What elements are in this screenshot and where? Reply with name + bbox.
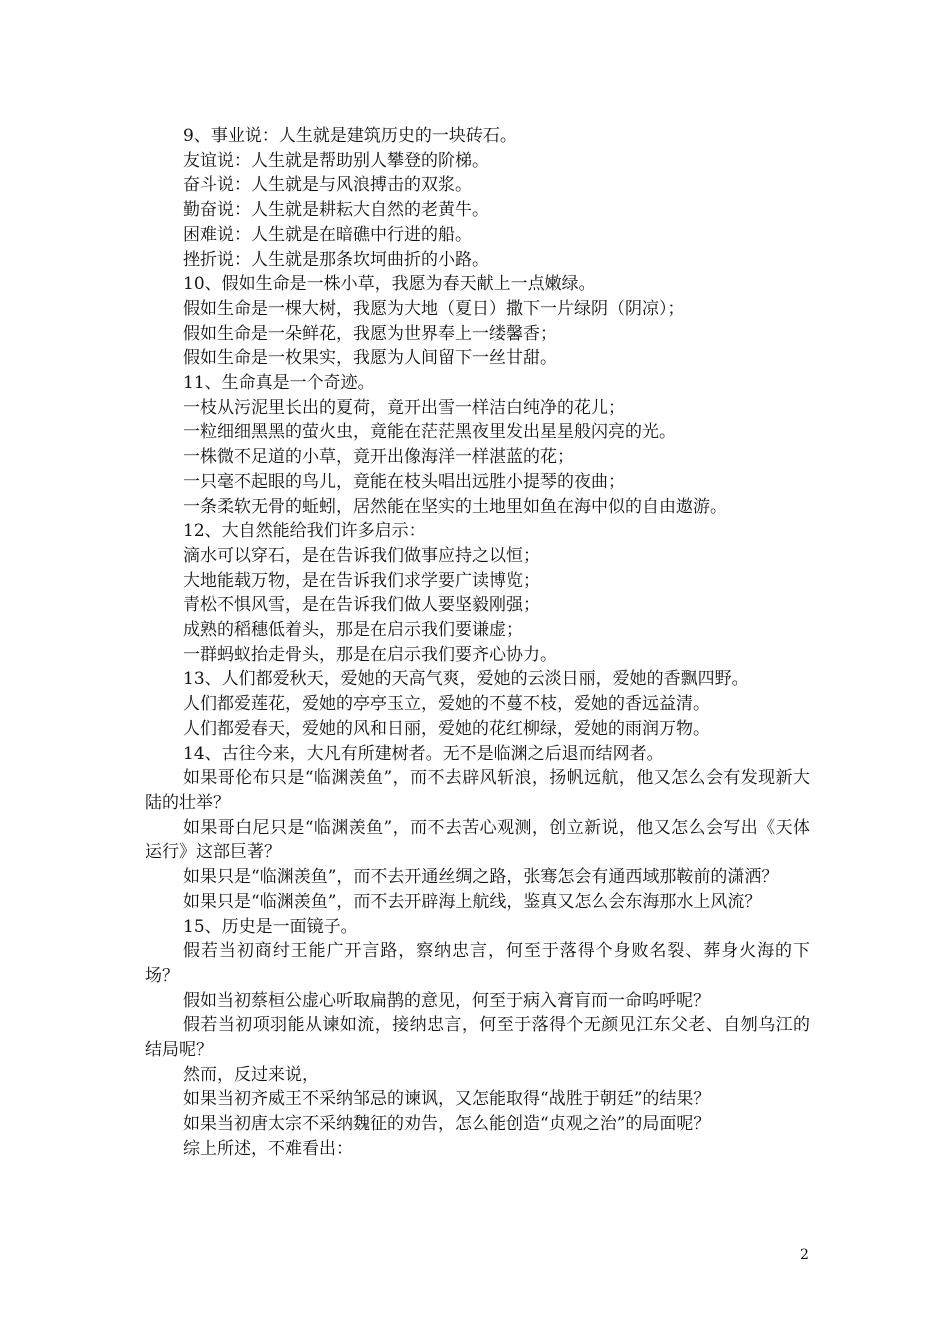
paragraph: 14、古往今来，大凡有所建树者。无不是临渊之后退而结网者。 bbox=[183, 743, 664, 764]
paragraph: 一枝从污泥里长出的夏荷，竟开出雪一样洁白纯净的花儿； bbox=[183, 397, 625, 418]
paragraph: 滴水可以穿石，是在告诉我们做事应持之以恒； bbox=[183, 545, 540, 566]
paragraph: 青松不惧风雪，是在告诉我们做人要坚毅刚强； bbox=[183, 595, 540, 616]
paragraph: 如果哥白尼只是“临渊羡鱼”，而不去苦心观测，创立新说，他又怎么会写出《天体运行》这部巨著？ bbox=[145, 817, 810, 863]
paragraph: 一株微不足道的小草，竟开出像海洋一样湛蓝的花； bbox=[183, 447, 574, 468]
paragraph: 假如当初蔡桓公虚心听取扁鹊的意见，何至于病入膏肓而一命呜呼呢？ bbox=[183, 990, 710, 1011]
paragraph: 如果只是“临渊羡鱼”，而不去开辟海上航线，鉴真又怎么会东海那水上风流？ bbox=[183, 891, 762, 912]
paragraph: 挫折说：人生就是那条坎坷曲折的小路。 bbox=[183, 249, 489, 270]
paragraph: 勤奋说：人生就是耕耘大自然的老黄牛。 bbox=[183, 200, 489, 221]
paragraph: 综上所述，不难看出： bbox=[183, 1138, 353, 1159]
page-number: 2 bbox=[800, 1247, 809, 1263]
paragraph: 11、生命真是一个奇迹。 bbox=[183, 373, 375, 394]
paragraph: 一条柔软无骨的蚯蚓，居然能在坚实的土地里如鱼在海中似的自由遨游。 bbox=[183, 496, 727, 517]
paragraph: 然而，反过来说， bbox=[183, 1064, 319, 1085]
paragraph: 如果哥伦布只是“临渊羡鱼”，而不去辟风斩浪，扬帆远航，他又怎么会有发现新大陆的壮举？ bbox=[145, 768, 810, 813]
paragraph: 12、大自然能给我们许多启示： bbox=[183, 521, 426, 542]
paragraph: 一只毫不起眼的鸟儿，竟能在枝头唱出远胜小提琴的夜曲； bbox=[183, 471, 625, 492]
paragraph: 奋斗说：人生就是与风浪搏击的双浆。 bbox=[183, 175, 472, 196]
paragraph: 15、历史是一面镜子。 bbox=[183, 916, 358, 937]
paragraph: 如果只是“临渊羡鱼”，而不去开通丝绸之路，张骞怎会有通西域那鞍前的潇洒？ bbox=[183, 867, 779, 888]
paragraph: 假若当初项羽能从谏如流，接纳忠言，何至于落得个无颜见江东父老、自刎乌江的结局呢？ bbox=[145, 1015, 810, 1061]
paragraph: 成熟的稻穗低着头，那是在启示我们要谦虚； bbox=[183, 620, 523, 641]
paragraph: 困难说：人生就是在暗礁中行进的船。 bbox=[183, 224, 472, 245]
paragraph: 13、人们都爱秋天，爱她的天高气爽，爱她的云淡日丽，爱她的香飘四野。 bbox=[183, 669, 749, 690]
paragraph: 一粒细细黑黑的萤火虫，竟能在茫茫黑夜里发出星星般闪亮的光。 bbox=[183, 422, 676, 443]
paragraph: 假如生命是一朵鲜花，我愿为世界奉上一缕馨香； bbox=[183, 323, 557, 344]
paragraph: 假若当初商纣王能广开言路，察纳忠言，何至于落得个身败名裂、葬身火海的下场？ bbox=[145, 941, 810, 986]
paragraph: 大地能载万物，是在告诉我们求学要广读博览； bbox=[183, 570, 540, 591]
document-body bbox=[145, 124, 810, 1162]
paragraph: 9、事业说：人生就是建筑历史的一块砖石。 bbox=[183, 126, 517, 146]
paragraph: 一群蚂蚁抬走骨头，那是在启示我们要齐心协力。 bbox=[183, 644, 557, 665]
paragraph: 如果当初唐太宗不采纳魏征的劝告，怎么能创造“贞观之治”的局面呢？ bbox=[183, 1114, 711, 1135]
paragraph: 假如生命是一棵大树，我愿为大地（夏日）撒下一片绿阴（阴凉）； bbox=[183, 298, 685, 319]
paragraph: 如果当初齐威王不采纳邹忌的谏讽，又怎能取得“战胜于朝廷”的结果？ bbox=[183, 1089, 711, 1110]
paragraph: 假如生命是一枚果实，我愿为人间留下一丝甘甜。 bbox=[183, 348, 557, 369]
paragraph: 人们都爱春天，爱她的风和日丽，爱她的花红柳绿，爱她的雨润万物。 bbox=[183, 718, 710, 739]
paragraph: 友谊说：人生就是帮助别人攀登的阶梯。 bbox=[183, 150, 489, 171]
paragraph: 人们都爱莲花，爱她的亭亭玉立，爱她的不蔓不枝，爱她的香远益清。 bbox=[183, 694, 710, 715]
paragraph: 10、假如生命是一株小草，我愿为春天献上一点嫩绿。 bbox=[183, 274, 596, 295]
